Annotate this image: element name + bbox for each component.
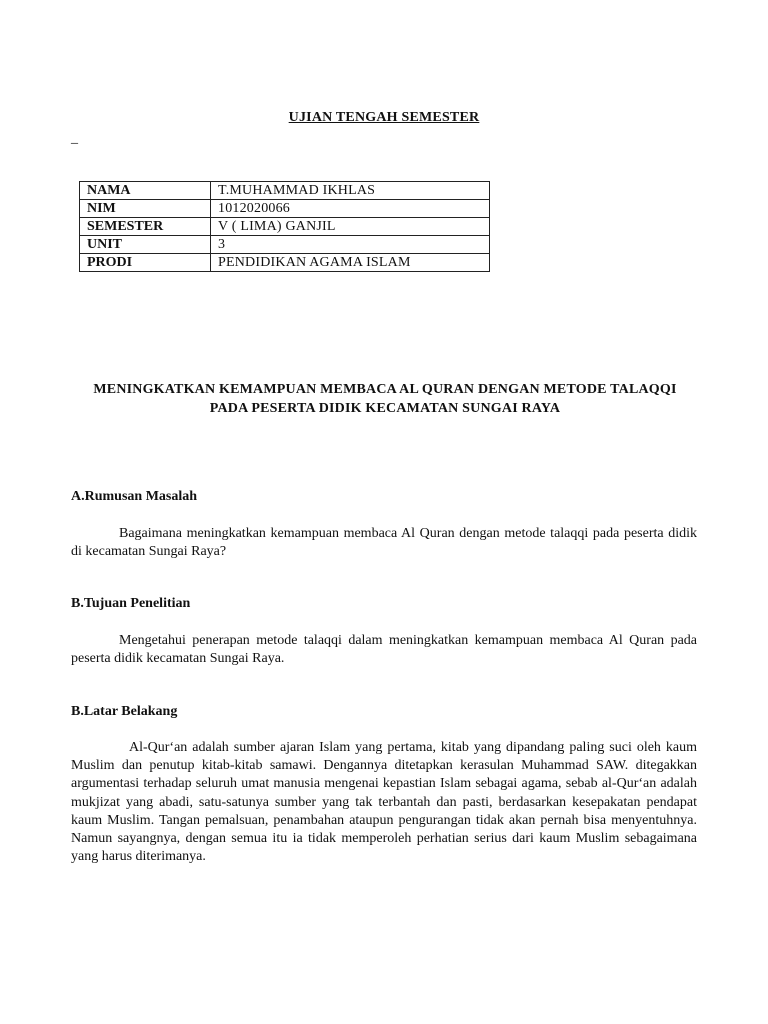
identity-value: V ( LIMA) GANJIL [211, 218, 490, 236]
section-heading: B.Tujuan Penelitian [71, 596, 191, 611]
identity-label: SEMESTER [80, 218, 211, 236]
research-title [60, 380, 710, 418]
identity-value: T.MUHAMMAD IKHLAS [211, 182, 490, 200]
dash-mark: _ [71, 131, 78, 146]
section-heading: A.Rumusan Masalah [71, 489, 198, 504]
research-title-line: PADA PESERTA DIDIK KECAMATAN SUNGAI RAYA [209, 401, 561, 416]
section-paragraph: Mengetahui penerapan metode talaqqi dalam meningkatkan kemampuan membaca Al Quran pada peserta didik kecamatan Sungai Raya. [71, 633, 697, 667]
table-row [80, 236, 490, 254]
identity-value: 1012020066 [211, 200, 490, 218]
table-row [80, 182, 490, 200]
identity-label: NIM [80, 200, 211, 218]
identity-value: 3 [211, 236, 490, 254]
table-row [80, 218, 490, 236]
identity-table [79, 181, 490, 272]
identity-label: UNIT [80, 236, 211, 254]
identity-label: PRODI [80, 254, 211, 272]
identity-value: PENDIDIKAN AGAMA ISLAM [211, 254, 490, 272]
table-row [80, 200, 490, 218]
section-paragraph: Al-Qur‘an adalah sumber ajaran Islam yang pertama, kitab yang dipandang paling suci oleh kaum Muslim dan penutup kitab-kitab samawi. Dengannya ditetapkan kerasulan Muhammad SAW. ditegakkan argumentasi terhadap seluruh umat manusia mengenai kepastian Islam sebagai agama, sebab al-Qur‘an adalah mukjizat yang abadi, satu-satunya sumber yang tak terbantah dan pasti, berdasarkan kesepakatan pendapat kaum Muslim. Tangan pemalsuan, penambahan ataupun pengurangan tidak akan pernah bisa menyentuhnya. Namun sayangnya, dengan semua itu ia tidak memperoleh perhatian serius dari kaum Muslim sebagaimana yang harus diterimanya. [71, 740, 697, 865]
table-row [80, 254, 490, 272]
section-heading: B.Latar Belakang [71, 704, 178, 719]
research-title-line: MENINGKATKAN KEMAMPUAN MEMBACA AL QURAN DENGAN METODE TALAQQI [93, 382, 677, 397]
document-title: UJIAN TENGAH SEMESTER [288, 110, 480, 125]
section-paragraph: Bagaimana meningkatkan kemampuan membaca Al Quran dengan metode talaqqi pada peserta didik di kecamatan Sungai Raya? [71, 526, 697, 560]
identity-label: NAMA [80, 182, 211, 200]
